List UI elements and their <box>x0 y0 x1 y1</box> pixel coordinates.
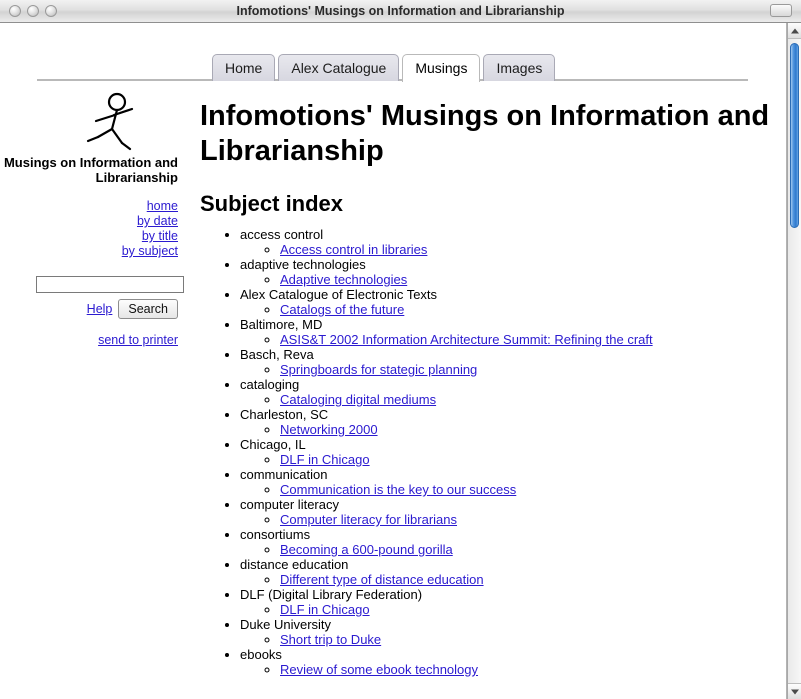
tab-bar <box>0 51 786 81</box>
subject-term <box>240 587 776 617</box>
subject-term-label: Duke University <box>240 617 332 632</box>
article-link[interactable]: Adaptive technologies <box>280 272 408 287</box>
subject-entry-list <box>240 482 776 497</box>
subject-term <box>240 407 776 437</box>
sidebar-link-by-subject[interactable]: by subject <box>121 244 178 258</box>
article-link[interactable]: Communication is the key to our success <box>280 482 517 497</box>
subject-term-label: Baltimore, MD <box>240 317 323 332</box>
article-link[interactable]: DLF in Chicago <box>280 602 370 617</box>
list-item <box>280 632 776 647</box>
article-link[interactable]: DLF in Chicago <box>280 452 370 467</box>
list-item <box>280 332 776 347</box>
list-item <box>280 572 776 587</box>
article-link[interactable]: Networking 2000 <box>280 422 378 437</box>
article-link[interactable]: Review of some ebook technology <box>280 662 479 677</box>
page-layout <box>0 81 786 677</box>
tab-alex-catalogue[interactable]: Alex Catalogue <box>278 54 399 81</box>
subject-term-label: consortiums <box>240 527 311 542</box>
article-link[interactable]: Access control in libraries <box>280 242 428 257</box>
zoom-button[interactable] <box>45 5 57 17</box>
subject-entry-list <box>240 662 776 677</box>
article-link[interactable]: Becoming a 600-pound gorilla <box>280 542 453 557</box>
subject-term-label: cataloging <box>240 377 300 392</box>
subject-term-label: distance education <box>240 557 349 572</box>
subject-term <box>240 377 776 407</box>
subject-entry-list <box>240 242 776 257</box>
sidebar-link-by-title[interactable]: by title <box>141 229 178 243</box>
subject-entry-list <box>240 632 776 647</box>
subject-term-label: communication <box>240 467 328 482</box>
article-link[interactable]: Cataloging digital mediums <box>280 392 437 407</box>
subject-term <box>240 437 776 467</box>
list-item <box>280 362 776 377</box>
vertical-scrollbar[interactable] <box>787 23 801 699</box>
subject-term-label: Charleston, SC <box>240 407 329 422</box>
sidebar-link-home[interactable]: home <box>146 199 178 213</box>
subject-index-list <box>200 227 776 677</box>
search-area <box>36 275 178 319</box>
tab-home[interactable]: Home <box>212 54 275 81</box>
article-link[interactable]: Catalogs of the future <box>280 302 405 317</box>
search-input[interactable] <box>36 276 184 293</box>
subject-term <box>240 617 776 647</box>
list-item <box>280 302 776 317</box>
subject-entry-list <box>240 572 776 587</box>
main-column <box>184 91 786 677</box>
running-man-logo-icon <box>62 91 162 153</box>
list-item <box>280 542 776 557</box>
scroll-up-arrow-icon[interactable] <box>788 23 801 39</box>
subject-term <box>240 317 776 347</box>
subject-term-label: DLF (Digital Library Federation) <box>240 587 423 602</box>
article-link[interactable]: Springboards for stategic planning <box>280 362 478 377</box>
sidebar-link-by-date[interactable]: by date <box>136 214 178 228</box>
article-link[interactable]: Short trip to Duke <box>280 632 382 647</box>
tab-images[interactable]: Images <box>483 54 555 81</box>
window-title: Infomotions' Musings on Information and Librarianship <box>236 4 565 18</box>
subject-term-label: Chicago, IL <box>240 437 306 452</box>
subject-entry-list <box>240 362 776 377</box>
list-item <box>280 272 776 287</box>
subject-term <box>240 557 776 587</box>
subject-entry-list <box>240 452 776 467</box>
subject-entry-list <box>240 422 776 437</box>
subject-entry-list <box>240 602 776 617</box>
close-button[interactable] <box>9 5 21 17</box>
search-button[interactable]: Search <box>118 299 178 319</box>
send-to-printer-link[interactable]: send to printer <box>98 333 178 347</box>
article-link[interactable]: Computer literacy for librarians <box>280 512 458 527</box>
list-item <box>280 242 776 257</box>
subject-term <box>240 347 776 377</box>
subject-term-label: Basch, Reva <box>240 347 314 362</box>
subject-entry-list <box>240 512 776 527</box>
window-titlebar <box>0 0 801 23</box>
subject-term-label: access control <box>240 227 324 242</box>
subject-term <box>240 647 776 677</box>
page-content <box>0 23 787 699</box>
list-item <box>280 392 776 407</box>
window-controls <box>9 5 57 17</box>
minimize-button[interactable] <box>27 5 39 17</box>
subject-term-label: Alex Catalogue of Electronic Texts <box>240 287 438 302</box>
sidebar-nav <box>0 199 180 259</box>
list-item <box>280 512 776 527</box>
subject-entry-list <box>240 542 776 557</box>
subject-entry-list <box>240 302 776 317</box>
toolbar-toggle-button[interactable] <box>770 4 792 17</box>
list-item <box>280 452 776 467</box>
tab-musings[interactable]: Musings <box>402 54 480 82</box>
sidebar-title: Musings on Information and Librarianship <box>3 155 178 185</box>
sidebar <box>0 91 184 677</box>
subject-term <box>240 287 776 317</box>
subject-term <box>240 257 776 287</box>
subject-term <box>240 227 776 257</box>
help-link[interactable]: Help <box>86 302 113 316</box>
subject-term <box>240 497 776 527</box>
scrollbar-thumb[interactable] <box>790 43 799 228</box>
window-body <box>0 23 801 699</box>
subject-entry-list <box>240 332 776 347</box>
article-link[interactable]: Different type of distance education <box>280 572 484 587</box>
subject-term-label: adaptive technologies <box>240 257 366 272</box>
subject-entry-list <box>240 392 776 407</box>
subject-term <box>240 527 776 557</box>
list-item <box>280 602 776 617</box>
subject-entry-list <box>240 272 776 287</box>
list-item <box>280 422 776 437</box>
subject-term-label: ebooks <box>240 647 282 662</box>
scroll-down-arrow-icon[interactable] <box>788 683 801 699</box>
search-controls <box>36 299 178 319</box>
list-item <box>280 662 776 677</box>
subject-term <box>240 467 776 497</box>
list-item <box>280 482 776 497</box>
page-title: Infomotions' Musings on Information and Librarianship <box>200 100 770 167</box>
subject-term-label: computer literacy <box>240 497 339 512</box>
section-heading: Subject index <box>200 191 344 216</box>
article-link[interactable]: ASIS&T 2002 Information Architecture Summit: Refining the craft <box>280 332 653 347</box>
